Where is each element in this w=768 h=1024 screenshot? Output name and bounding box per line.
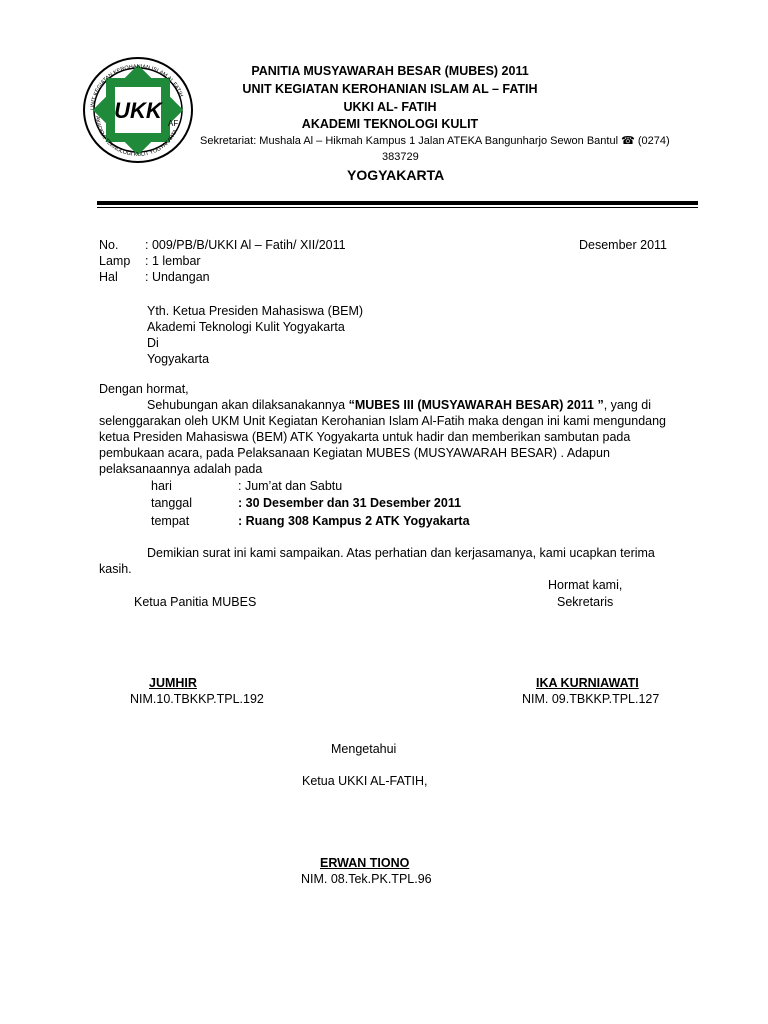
greeting: Dengan hormat,: [99, 382, 189, 396]
hormat-kami: Hormat kami,: [548, 578, 623, 592]
ketua-nim: NIM. 08.Tek.PK.TPL.96: [301, 872, 432, 886]
svg-text:AF: AF: [168, 119, 179, 128]
right-signer-nim: NIM. 09.TBKKP.TPL.127: [522, 692, 660, 706]
header-rule-thick: [97, 201, 698, 205]
telephone-icon: ☎: [621, 135, 635, 147]
svg-text:UNIT KEGIATAN KEROHANIAN ISLAM: UNIT KEGIATAN KEROHANIAN ISLAM AL FATIH: [89, 63, 184, 111]
hal-value: : Undangan: [145, 270, 210, 284]
svg-text:AKADEMI TEKNOLOGI KULIT YOGYAK: AKADEMI TEKNOLOGI KULIT YOGYAKARTA: [93, 115, 180, 159]
paragraph-line-4: pembukaan acara, pada Pelaksanaan Kegiatan MUBES (MUSYAWARAH BESAR) . Adapun: [99, 446, 610, 460]
paragraph-line-2: selenggarakan oleh UKM Unit Kegiatan Kerohanian Islam Al-Fatih maka dengan ini kami mengundang: [99, 414, 667, 428]
left-signer-nim: NIM.10.TBKKP.TPL.192: [130, 692, 264, 706]
ketua-name: ERWAN TIONO: [320, 856, 410, 870]
recipient-line-3: Di: [147, 336, 159, 350]
no-label: No.: [99, 238, 119, 252]
address-text: Sekretariat: Mushala Al – Hikmah Kampus 1 Jalan ATEKA Bangunharjo Sewon Bantul: [200, 135, 619, 147]
mengetahui: Mengetahui: [331, 742, 397, 756]
tanggal-value: : 30 Desember dan 31 Desember 2011: [238, 496, 462, 510]
left-signer-role: Ketua Panitia MUBES: [134, 595, 257, 609]
lamp-value: : 1 lembar: [145, 254, 201, 268]
header-line-4: AKADEMI TEKNOLOGI KULIT: [301, 117, 479, 131]
header-rule-thin: [97, 207, 698, 208]
address-phone-code: (0274): [637, 135, 670, 147]
no-value: : 009/PB/B/UKKI Al – Fatih/ XII/2011: [145, 238, 346, 252]
hal-label: Hal: [99, 270, 118, 284]
paragraph-line-5: pelaksanaannya adalah pada: [99, 462, 263, 476]
paragraph-line-1: [147, 397, 651, 413]
recipient-line-2: Akademi Teknologi Kulit Yogyakarta: [147, 320, 345, 334]
header-address: [200, 133, 670, 149]
hari-value: : Jum’at dan Sabtu: [238, 479, 343, 493]
paragraph-line-1-a: Sehubungan akan dilaksanakannya: [147, 398, 349, 412]
header-line-3: UKKI AL- FATIH: [343, 100, 437, 114]
header-line-2: UNIT KEGIATAN KEROHANIAN ISLAM AL – FATIH: [242, 82, 538, 96]
tempat-value: : Ruang 308 Kampus 2 ATK Yogyakarta: [238, 514, 470, 528]
letter-date: Desember 2011: [579, 238, 668, 252]
event-name: “MUBES III (MUSYAWARAH BESAR) 2011 ”: [348, 398, 604, 412]
hari-label: hari: [151, 479, 172, 493]
recipient-line-4: Yogyakarta: [147, 352, 210, 366]
svg-text:UKK: UKK: [114, 98, 162, 123]
recipient-line-1: Yth. Ketua Presiden Mahasiswa (BEM): [147, 304, 364, 318]
header-line-1: PANITIA MUSYAWARAH BESAR (MUBES) 2011: [251, 64, 529, 78]
header-city: YOGYAKARTA: [347, 167, 445, 183]
closing-line-2: kasih.: [99, 562, 132, 576]
right-signer-role: Sekretaris: [557, 595, 614, 609]
closing-line-1: Demikian surat ini kami sampaikan. Atas perhatian dan kerjasamanya, kami ucapkan terima: [147, 546, 655, 560]
paragraph-line-1-b: , yang di: [603, 398, 651, 412]
tempat-label: tempat: [151, 514, 190, 528]
paragraph-line-3: ketua Presiden Mahasiswa (BEM) ATK Yogyakarta untuk hadir dan memberikan sambutan pada: [99, 430, 631, 444]
right-signer-name: IKA KURNIAWATI: [536, 676, 639, 690]
address-phone-number: 383729: [382, 151, 419, 163]
ukki-seal-icon: [82, 56, 194, 164]
ketua-role: Ketua UKKI AL-FATIH,: [302, 774, 428, 788]
left-signer-name: JUMHIR: [149, 676, 197, 690]
tanggal-label: tanggal: [151, 496, 193, 510]
lamp-label: Lamp: [99, 254, 131, 268]
